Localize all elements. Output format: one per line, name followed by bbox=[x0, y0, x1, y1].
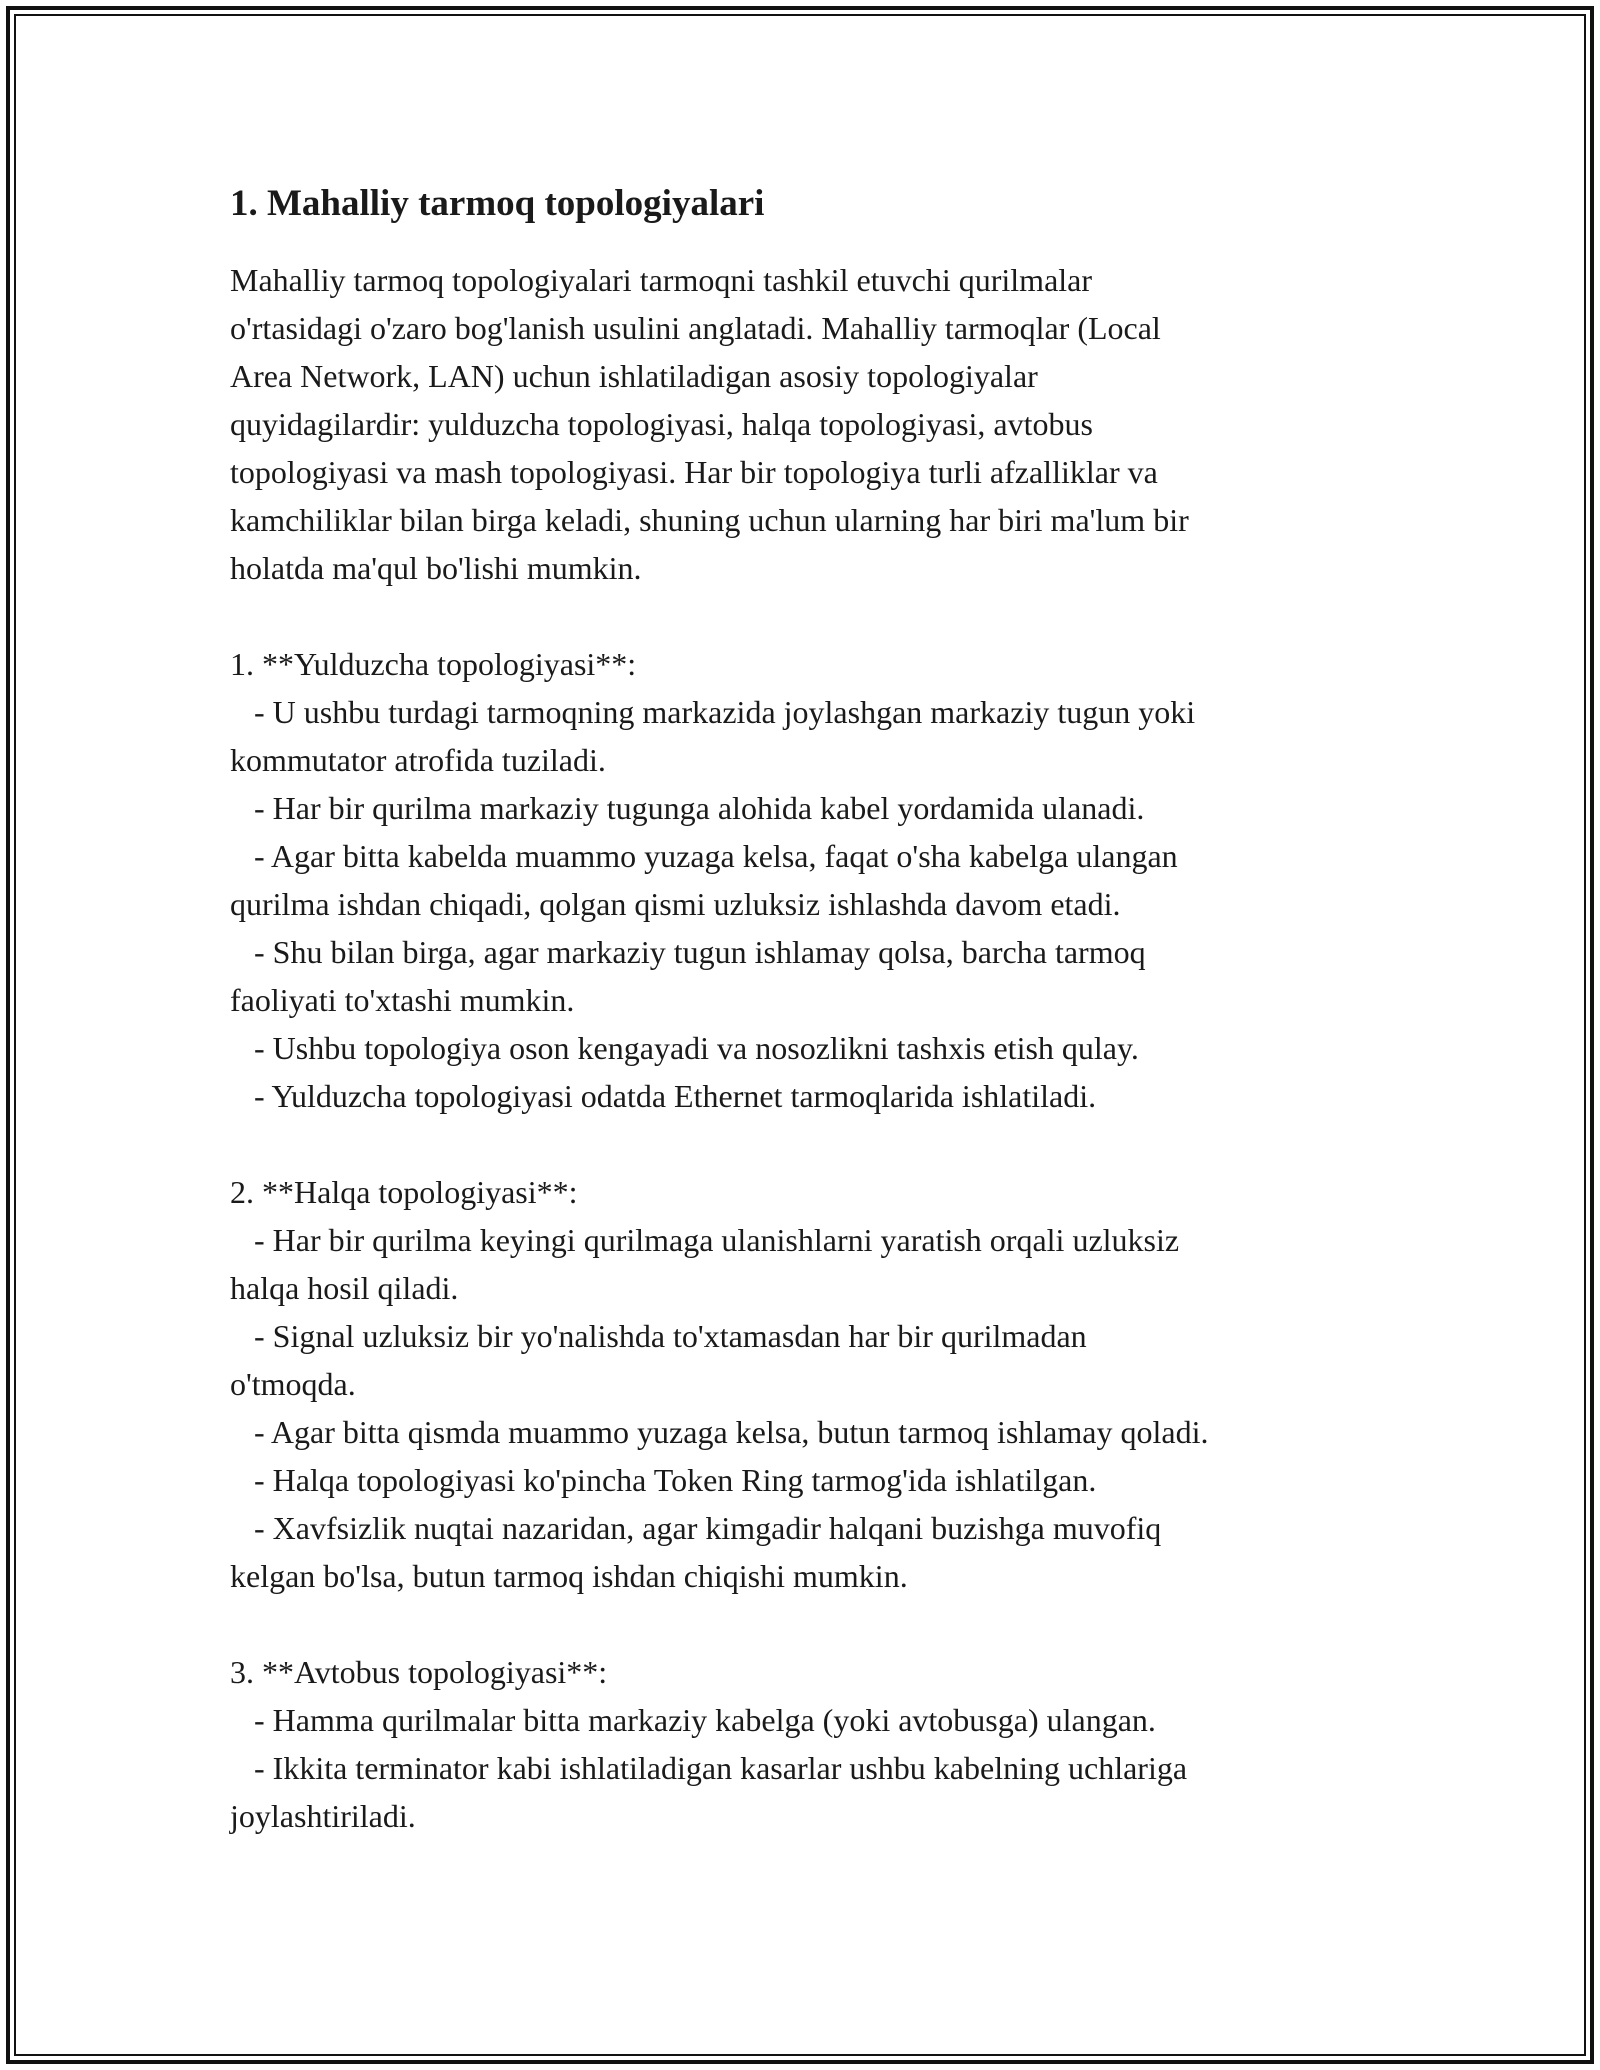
section-title: 1. **Yulduzcha topologiyasi**: bbox=[230, 646, 637, 683]
section-star-topology bbox=[230, 640, 1410, 1120]
page-title: 1. Mahalliy tarmoq topologiyalari bbox=[230, 183, 765, 224]
section-bus-topology bbox=[230, 1648, 1410, 1840]
section-body: - Har bir qurilma keyingi qurilmaga ulanishlarni yaratish orqali uzluksiz halqa hosil qiladi. - Signal uzluksiz bir yo'nalishda to'xtamasdan har bir qurilmadan o'tmoqda. - Agar bitta qismda muammo yuzaga kelsa, butun tarmoq ishlamay qoladi. - Halqa topologiyasi ko'pincha Token Ring tarmog'ida ishlatilgan. - Xavfsizlik nuqtai nazaridan, agar kimgadir halqani buzishga muvofiq kelgan bo'lsa, butun tarmoq ishdan chiqishi mumkin. bbox=[230, 1222, 1209, 1595]
section-title: 2. **Halqa topologiyasi**: bbox=[230, 1174, 578, 1211]
section-body: - U ushbu turdagi tarmoqning markazida joylashgan markaziy tugun yoki kommutator atrofida tuziladi. - Har bir qurilma markaziy tugunga alohida kabel yordamida ulanadi. - Agar bitta kabelda muammo yuzaga kelsa, faqat o'sha kabelga ulangan qurilma ishdan chiqadi, qolgan qismi uzluksiz ishlashda davom etadi. - Shu bilan birga, agar markaziy tugun ishlamay qolsa, barcha tarmoq faoliyati to'xtashi mumkin. - Ushbu topologiya oson kengayadi va nosozlikni tashxis etish qulay. - Yulduzcha topologiyasi odatda Ethernet tarmoqlarida ishlatiladi. bbox=[230, 694, 1196, 1115]
section-title: 3. **Avtobus topologiyasi**: bbox=[230, 1654, 608, 1691]
section-body: - Hamma qurilmalar bitta markaziy kabelga (yoki avtobusga) ulangan. - Ikkita terminator kabi ishlatiladigan kasarlar ushbu kabelning uchlariga joylashtiriladi. bbox=[230, 1702, 1188, 1835]
intro-paragraph: Mahalliy tarmoq topologiyalari tarmoqni tashkil etuvchi qurilmalar o'rtasidagi o'zaro bog'lanish usulini anglatadi. Mahalliy tarmoqlar (Local Area Network, LAN) uchun ishlatiladigan asosiy topologiyalar quyidagilardir: yulduzcha topologiyasi, halqa topologiyasi, avtobus topologiyasi va mash topologiyasi. Har bir topologiya turli afzalliklar va kamchiliklar bilan birga keladi, shuning uchun ularning har biri ma'lum bir holatda ma'qul bo'lishi mumkin. bbox=[230, 262, 1189, 587]
document-body bbox=[230, 180, 1410, 1840]
section-ring-topology bbox=[230, 1168, 1410, 1600]
